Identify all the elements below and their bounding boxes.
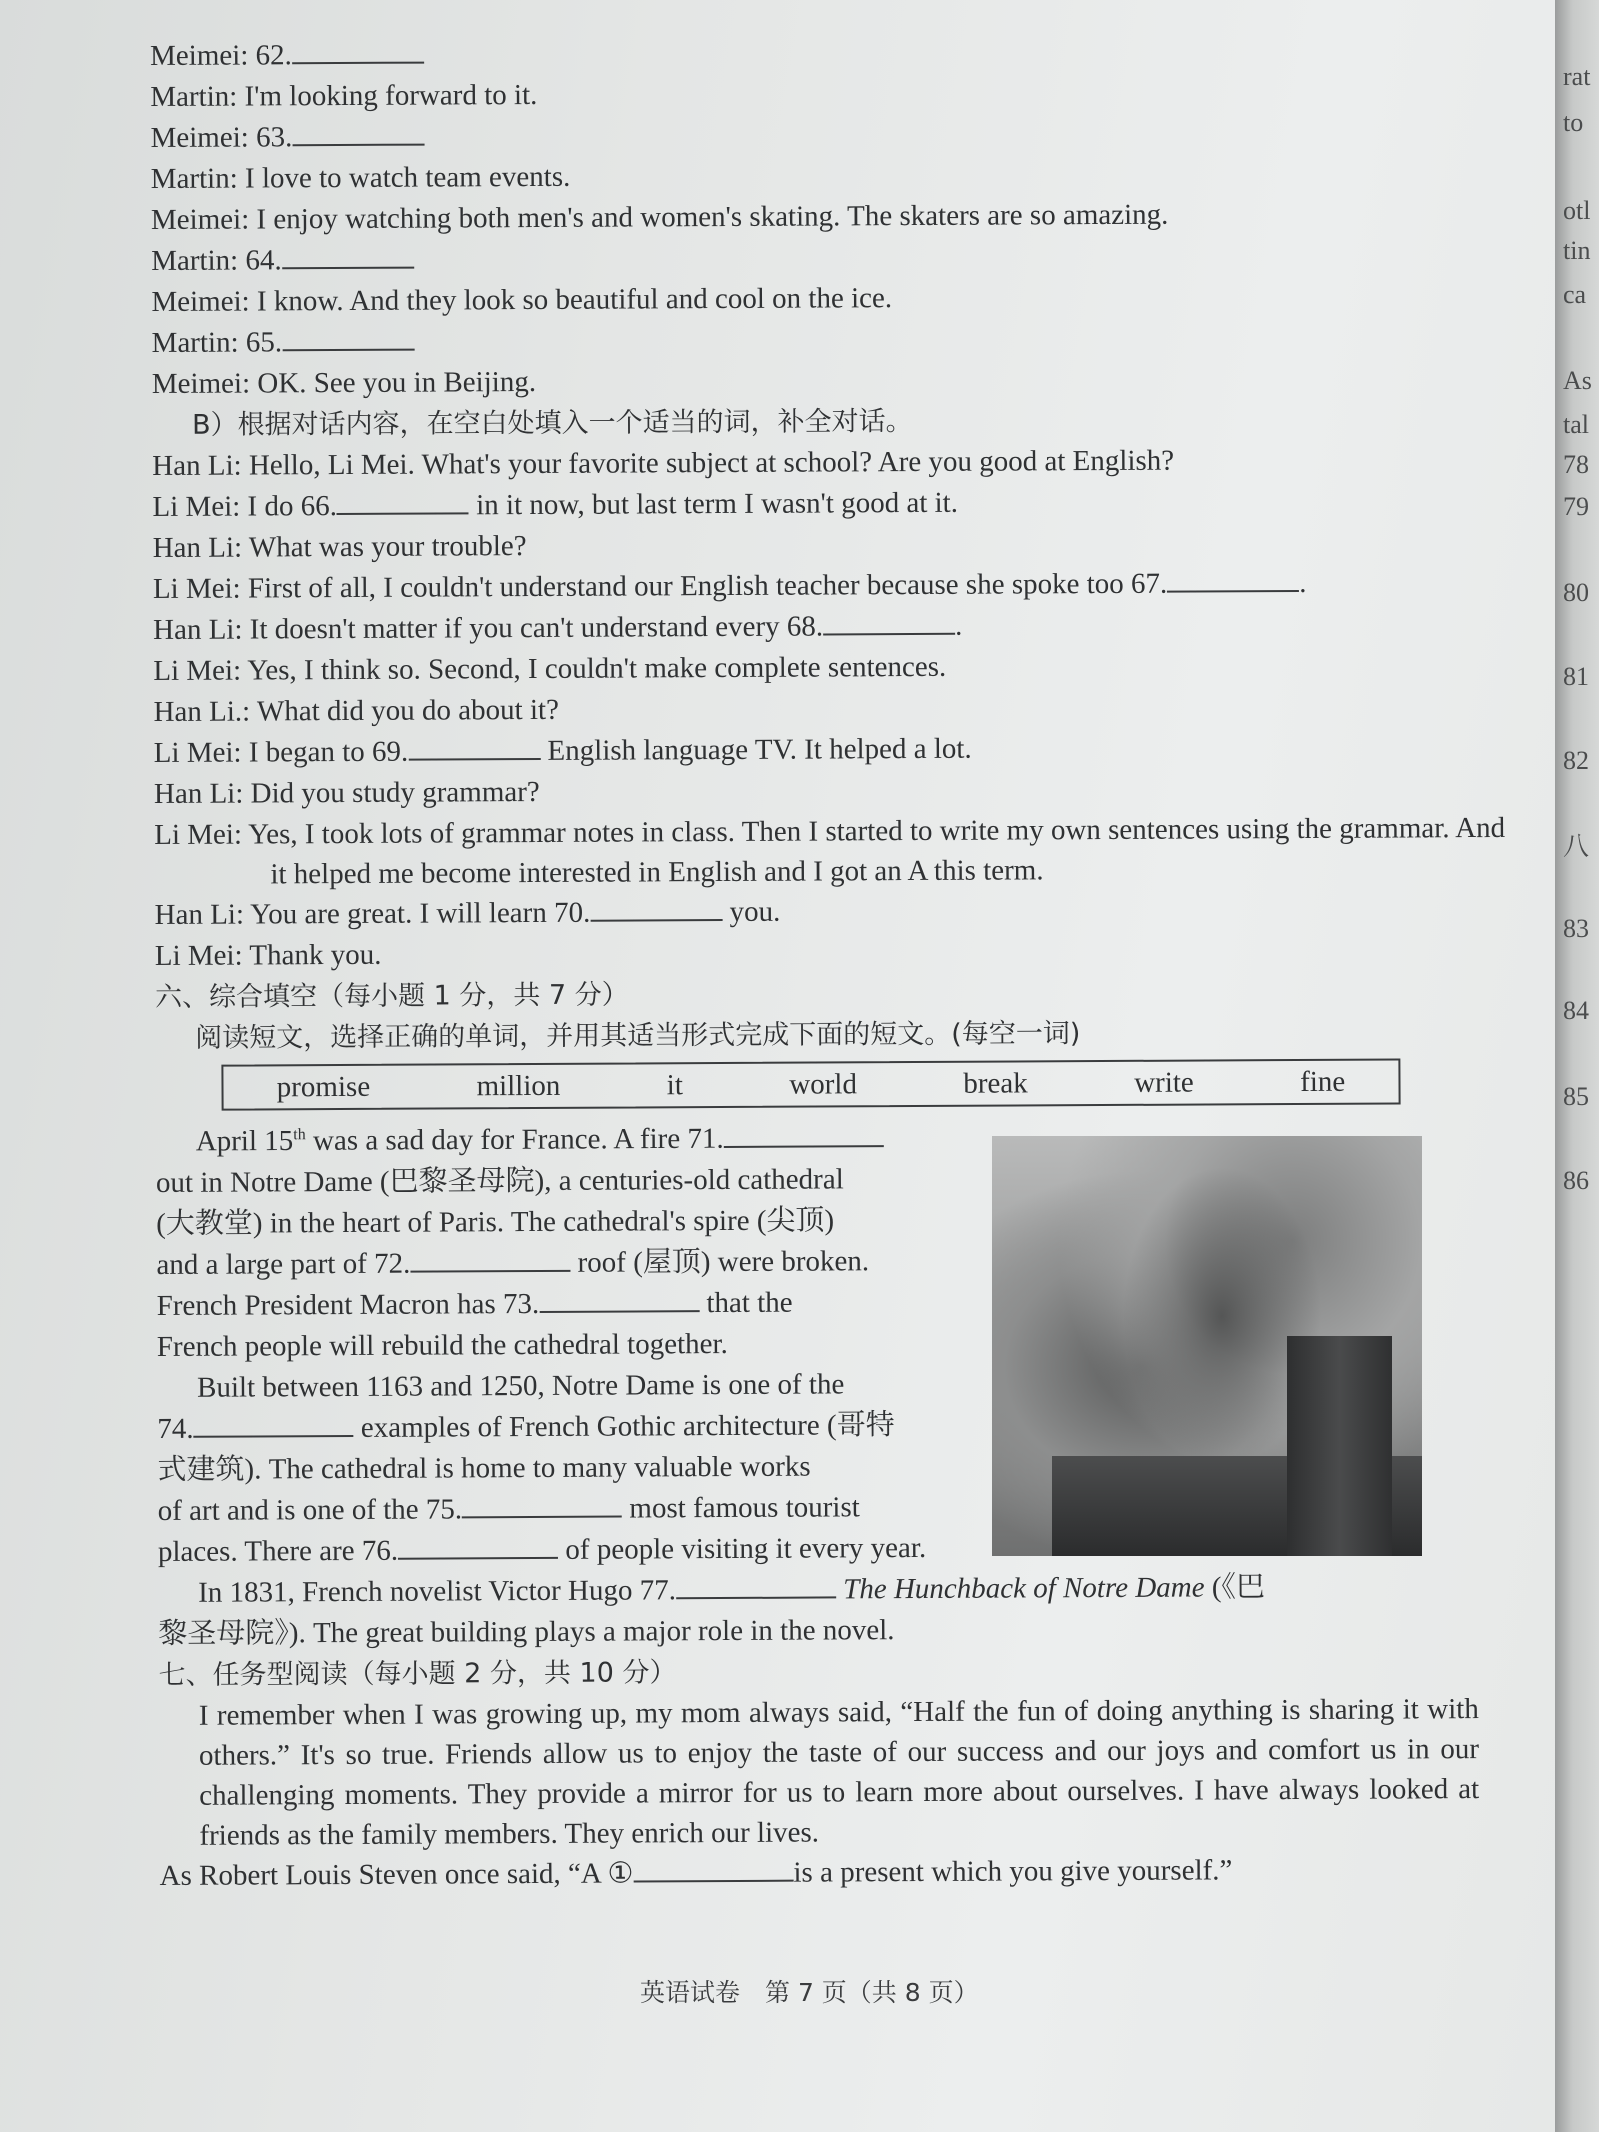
answer-blank-72[interactable] (410, 1243, 570, 1272)
section-7 (158, 1648, 1480, 1897)
dialogue-line: Han Li: It doesn't matter if you can't understand every 68. . (153, 603, 1443, 651)
dialogue-line: Han Li: What was your trouble? (152, 530, 527, 564)
word-bank-item: promise (276, 1070, 371, 1103)
dialogue-line: Martin: I'm looking forward to it. (150, 78, 538, 113)
part-b (152, 398, 1506, 977)
dialogue-line: Meimei: OK. See you in Beijing. (151, 365, 537, 400)
dialogue-line: Han Li: Did you study grammar? (153, 775, 540, 810)
answer-blank-67[interactable] (1167, 564, 1299, 593)
passage-line: (大教堂) in the heart of Paris. The cathedral's spire (尖顶) (156, 1204, 835, 1240)
notre-dame-fire-photo (992, 1136, 1422, 1556)
answer-blank[interactable] (282, 323, 414, 352)
edge-text: 86 (1563, 1166, 1589, 1195)
dialogue-line: Han Li.: What did you do about it? (153, 693, 560, 728)
answer-blank-66[interactable] (337, 486, 469, 515)
answer-blank-71[interactable] (724, 1119, 884, 1148)
passage-line: and a large part of 72. roof (屋顶) were broken. (156, 1244, 870, 1281)
edge-text: As (1563, 366, 1592, 395)
answer-blank-75[interactable] (462, 1489, 622, 1518)
dialogue-line: Li Mei: I began to 69. English language TV. It helped a lot. (153, 732, 972, 769)
dialogue-line: Martin: 64. (151, 234, 1441, 282)
dialogue-line: Meimei: I enjoy watching both men's and women's skating. The skaters are so amazing. (150, 198, 1169, 236)
answer-blank-68[interactable] (823, 607, 955, 636)
edge-text: 82 (1563, 746, 1589, 775)
answer-blank-74[interactable] (193, 1409, 353, 1438)
edge-text: 78 (1563, 450, 1589, 479)
answer-blank[interactable] (282, 241, 414, 270)
answer-blank[interactable] (292, 118, 424, 147)
passage-line: 黎圣母院》). The great building plays a major role in the novel. (158, 1613, 895, 1650)
edge-text: 84 (1563, 996, 1589, 1025)
edge-text: otl (1563, 196, 1591, 225)
answer-blank-73[interactable] (539, 1284, 699, 1313)
answer-blank-76[interactable] (398, 1531, 558, 1560)
dialogue-line: Li Mei: I do 66. in it now, but last term I wasn't good at it. (152, 486, 959, 523)
passage-line: Built between 1163 and 1250, Notre Dame is one of the (196, 1368, 845, 1404)
edge-text: to (1563, 108, 1584, 137)
passage-line: French people will rebuild the cathedral together. (156, 1327, 728, 1363)
section-heading: 六、综合填空（每小题 1 分，共 7 分） (154, 979, 629, 1013)
answer-blank-70[interactable] (590, 893, 722, 922)
passage-line: In 1831, French novelist Victor Hugo 77. The Hunchback of Notre Dame (《巴 (198, 1570, 1266, 1609)
dialogue-line: Meimei: 62. (150, 29, 1440, 77)
word-bank-item: fine (1300, 1065, 1346, 1098)
word-bank-item: it (666, 1068, 683, 1101)
dialogue-line: Martin: 65. (152, 316, 1442, 364)
page-footer: 英语试卷 第 7 页（共 8 页） (640, 1978, 979, 2007)
passage-line: out in Notre Dame (巴黎圣母院), a centuries-old cathedral (155, 1163, 844, 1199)
edge-text: rat (1563, 62, 1591, 91)
dialogue-line: Han Li: Hello, Li Mei. What's your favorite subject at school? Are you good at English? (152, 444, 1175, 482)
page-content (150, 29, 1506, 1896)
word-bank-item: million (476, 1069, 561, 1102)
answer-blank-69[interactable] (408, 732, 540, 761)
dialogue-line: Han Li: You are great. I will learn 70. you. (154, 888, 1444, 936)
edge-text: 八 (1563, 832, 1590, 861)
section-heading: 七、任务型阅读（每小题 2 分，共 10 分） (158, 1656, 677, 1691)
edge-text: 81 (1563, 662, 1589, 691)
answer-blank-77[interactable] (676, 1570, 836, 1599)
word-bank-item: write (1134, 1066, 1194, 1099)
passage-line: April 15th was a sad day for France. A fire 71. (156, 1108, 1446, 1162)
next-page-edge (1555, 0, 1599, 2132)
dialogue-line: Meimei: I know. And they look so beautiful and cool on the ice. (151, 282, 893, 318)
dialogue-line: Martin: I love to watch team events. (150, 160, 571, 195)
section-instruction: 阅读短文，选择正确的单词，并用其适当形式完成下面的短文。(每空一词) (195, 1018, 1081, 1054)
edge-text: 83 (1563, 914, 1589, 943)
edge-text: tal (1563, 410, 1589, 439)
dialogue-line-long: Li Mei: Yes, I took lots of grammar notes in class. Then I started to write my own sentences using the grammar. And it helped me become interested in English and I got an A this term. (154, 811, 1506, 891)
passage-line: 74. examples of French Gothic architecture (哥特 (157, 1408, 895, 1445)
cathedral-tower-shape (1287, 1336, 1392, 1556)
dialogue-line: Meimei: 63. (150, 111, 1440, 159)
passage-line: of art and is one of the 75. most famous tourist (157, 1490, 860, 1527)
reading-paragraph: I remember when I was growing up, my mom always said, “Half the fun of doing anything is sharing it with others.” It's so true. Friends allow us to enjoy the taste of our success and our joys and comfort us in our challenging moments. They provide a mirror for us to learn more about ourselves. I have always looked at friends as the family members. They enrich our lives. (198, 1692, 1480, 1852)
dialogue-line: Li Mei: Thank you. (154, 938, 382, 972)
edge-text: 85 (1563, 1082, 1589, 1111)
word-bank-item: world (789, 1067, 858, 1101)
edge-text: ca (1563, 280, 1587, 309)
passage-line: As Robert Louis Steven once said, “A ① is a present which you give yourself.” (159, 1854, 1233, 1892)
word-bank-item: break (963, 1066, 1028, 1100)
edge-text: 80 (1563, 578, 1589, 607)
word-bank (221, 1058, 1400, 1110)
passage-line: places. There are 76. of people visiting it every year. (157, 1531, 927, 1568)
edge-text: tin (1563, 236, 1591, 265)
answer-blank-1[interactable] (633, 1853, 793, 1882)
passage-line: French President Macron has 73. that the (157, 1279, 1447, 1327)
edge-text: 79 (1563, 492, 1589, 521)
answer-blank[interactable] (292, 36, 424, 65)
dialogue-line: Li Mei: Yes, I think so. Second, I couldn't make complete sentences. (153, 650, 947, 687)
dialogue-line: Li Mei: First of all, I couldn't understand our English teacher because she spoke too 67. . (153, 562, 1443, 610)
passage-line: 式建筑). The cathedral is home to many valuable works (157, 1450, 811, 1486)
dialogue-a (150, 29, 1442, 405)
part-b-instruction: B）根据对话内容，在空白处填入一个适当的词，补全对话。 (191, 406, 913, 441)
